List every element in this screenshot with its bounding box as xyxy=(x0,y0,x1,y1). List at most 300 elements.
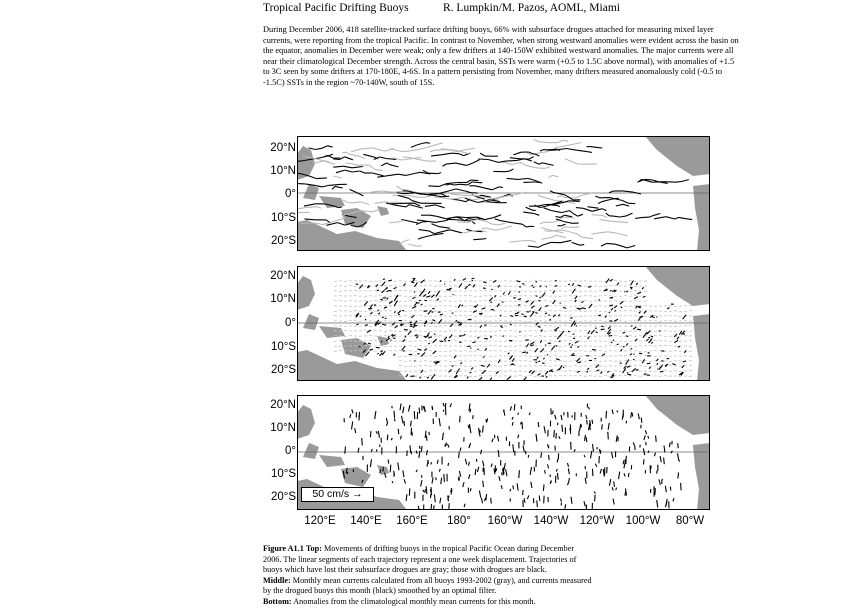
anomaly-vector xyxy=(403,470,404,477)
climatology-vector xyxy=(539,365,542,366)
current-vector xyxy=(517,312,519,313)
current-vector xyxy=(408,331,411,335)
trajectory-segment xyxy=(616,204,623,206)
trajectory-segment xyxy=(581,237,593,239)
trajectory-segment xyxy=(602,199,612,202)
current-vector xyxy=(541,330,543,332)
climatology-vector xyxy=(464,295,467,296)
anomaly-vector xyxy=(548,444,550,448)
climatology-vector xyxy=(339,295,342,296)
current-vector xyxy=(648,353,650,354)
climatology-vector xyxy=(359,311,362,312)
trajectory-segment xyxy=(472,201,479,203)
current-vector xyxy=(626,336,628,337)
climatology-vector xyxy=(644,286,647,287)
trajectory-segment xyxy=(322,185,328,187)
current-vector xyxy=(424,349,426,351)
trajectory-segment xyxy=(523,212,534,213)
current-vector xyxy=(538,326,541,327)
climatology-vector xyxy=(684,345,687,346)
climatology-vector xyxy=(354,295,357,296)
climatology-vector xyxy=(429,350,432,351)
climatology-vector xyxy=(544,375,547,376)
anomaly-vector xyxy=(481,498,482,503)
current-vector xyxy=(405,336,406,338)
climatology-vector xyxy=(394,351,397,352)
current-vector xyxy=(410,324,412,325)
climatology-vector xyxy=(609,341,612,342)
climatology-vector xyxy=(554,305,557,306)
anomaly-vector xyxy=(514,404,515,410)
anomaly-vector xyxy=(519,470,520,478)
current-vector xyxy=(477,349,478,350)
current-vector xyxy=(472,278,475,279)
current-vector xyxy=(479,377,482,380)
climatology-vector xyxy=(469,376,472,377)
anomaly-vector xyxy=(586,437,587,442)
current-vector xyxy=(611,308,613,310)
anomaly-vector xyxy=(557,473,558,480)
header-title: Tropical Pacific Drifting Buoys xyxy=(263,2,409,14)
current-vector xyxy=(381,341,382,342)
climatology-vector xyxy=(439,331,442,332)
current-vector xyxy=(483,357,485,358)
trajectory-segment xyxy=(601,243,607,246)
anomaly-vector xyxy=(612,410,613,415)
climatology-vector xyxy=(549,375,552,376)
climatology-vector xyxy=(394,336,397,337)
trajectory-segment xyxy=(375,202,385,203)
current-vector xyxy=(577,371,580,372)
anomaly-vector xyxy=(594,491,595,493)
y-label: 10°S xyxy=(270,468,296,480)
trajectory-segment xyxy=(500,221,512,223)
anomaly-vector xyxy=(669,442,670,447)
current-vector xyxy=(537,357,538,359)
current-vector xyxy=(639,312,641,314)
current-vector xyxy=(536,296,538,297)
current-vector xyxy=(682,366,684,368)
climatology-vector xyxy=(494,345,497,346)
climatology-vector xyxy=(379,315,382,316)
climatology-vector xyxy=(679,371,682,372)
trajectory-segment xyxy=(446,230,450,231)
trajectory-segment xyxy=(436,143,443,145)
anomaly-vector xyxy=(657,470,658,474)
climatology-vector xyxy=(689,346,692,347)
climatology-vector xyxy=(619,336,622,337)
trajectory-segment xyxy=(419,230,429,231)
climatology-vector xyxy=(539,306,542,307)
trajectory-segment xyxy=(345,170,353,172)
trajectory-segment xyxy=(529,157,534,160)
climatology-vector xyxy=(349,290,352,291)
trajectory-segment xyxy=(538,205,546,207)
current-vector xyxy=(413,278,414,279)
trajectory-segment xyxy=(435,221,446,223)
anomaly-vector xyxy=(443,403,444,406)
climatology-vector xyxy=(369,326,372,327)
trajectory-segment xyxy=(542,151,549,152)
climatology-vector xyxy=(624,295,627,296)
climatology-vector xyxy=(609,325,612,326)
trajectory-segment xyxy=(550,191,554,193)
anomaly-vector xyxy=(670,487,671,491)
climatology-vector xyxy=(524,311,527,312)
current-vector xyxy=(463,278,466,280)
trajectory-segment xyxy=(565,159,572,162)
trajectory-segment xyxy=(654,217,666,219)
anomaly-vector xyxy=(498,436,499,442)
climatology-vector xyxy=(529,356,532,357)
climatology-vector xyxy=(364,296,367,297)
climatology-vector xyxy=(544,361,547,362)
x-label: 120°E xyxy=(304,515,336,527)
climatology-vector xyxy=(454,311,457,312)
climatology-vector xyxy=(484,286,487,287)
anomaly-vector xyxy=(409,405,410,412)
climatology-vector xyxy=(574,286,577,287)
anomaly-vector xyxy=(626,421,627,424)
trajectory-segment xyxy=(548,175,552,178)
anomaly-vector xyxy=(469,474,470,479)
anomaly-vector xyxy=(450,403,452,407)
trajectory-segment xyxy=(353,202,361,203)
climatology-vector xyxy=(604,295,607,296)
trajectory-segment xyxy=(557,140,564,142)
climatology-vector xyxy=(619,371,622,372)
trajectory-segment xyxy=(406,205,410,207)
climatology-vector xyxy=(684,320,687,321)
climatology-vector xyxy=(429,355,432,356)
trajectory-segment xyxy=(492,187,499,190)
climatology-vector xyxy=(549,356,552,357)
trajectory-segment xyxy=(380,157,387,159)
climatology-vector xyxy=(669,365,672,366)
climatology-vector xyxy=(384,291,387,292)
climatology-vector xyxy=(534,356,537,357)
climatology-vector xyxy=(544,281,547,282)
trajectory-segment xyxy=(429,231,434,234)
current-vector xyxy=(535,313,537,314)
trajectory-segment xyxy=(561,224,566,226)
anomaly-vector xyxy=(559,436,560,439)
climatology-vector xyxy=(414,366,417,367)
climatology-vector xyxy=(649,320,652,321)
current-vector xyxy=(541,349,544,353)
climatology-vector xyxy=(419,345,422,346)
climatology-vector xyxy=(374,291,377,292)
current-vector xyxy=(617,344,619,345)
trajectory-segment xyxy=(528,246,539,247)
climatology-vector xyxy=(584,361,587,362)
anomaly-vector xyxy=(481,450,482,455)
trajectory-segment xyxy=(350,154,359,156)
climatology-vector xyxy=(459,281,462,282)
trajectory-segment xyxy=(492,224,498,225)
trajectory-segment xyxy=(333,166,343,167)
anomaly-vector xyxy=(410,445,411,452)
anomaly-vector xyxy=(352,409,353,413)
current-vector xyxy=(478,337,480,338)
climatology-vector xyxy=(434,370,437,371)
anomaly-vector xyxy=(641,418,642,423)
climatology-vector xyxy=(654,315,657,316)
climatology-vector xyxy=(649,361,652,362)
current-vector xyxy=(452,365,454,366)
trajectory-segment xyxy=(609,191,613,193)
anomaly-vector xyxy=(387,435,388,441)
climatology-vector xyxy=(494,286,497,287)
anomaly-vector xyxy=(518,413,519,415)
anomaly-vector xyxy=(428,460,429,464)
mean-current-map xyxy=(297,266,710,381)
climatology-vector xyxy=(469,351,472,352)
current-vector xyxy=(610,305,613,306)
climatology-vector xyxy=(664,336,667,337)
anomaly-vector xyxy=(556,469,557,471)
trajectory-segment xyxy=(327,146,332,147)
current-vector xyxy=(651,342,652,344)
climatology-vector xyxy=(634,290,637,291)
climatology-vector xyxy=(339,350,342,351)
climatology-vector xyxy=(504,316,507,317)
climatology-vector xyxy=(419,370,422,371)
climatology-vector xyxy=(564,375,567,376)
climatology-vector xyxy=(549,360,552,361)
climatology-vector xyxy=(414,330,417,331)
current-vector xyxy=(553,291,555,294)
trajectory-segment xyxy=(350,189,356,192)
climatology-vector xyxy=(549,310,552,311)
anomaly-vector xyxy=(602,424,603,429)
current-vector xyxy=(620,363,622,364)
current-vector xyxy=(503,336,504,337)
trajectory-segment xyxy=(467,180,471,182)
current-vector xyxy=(522,284,524,285)
climatology-vector xyxy=(549,366,552,367)
trajectory-segment xyxy=(313,161,324,164)
current-vector xyxy=(568,331,570,332)
climatology-vector xyxy=(564,361,567,362)
trajectory-segment xyxy=(465,231,470,232)
climatology-vector xyxy=(609,306,612,307)
climatology-vector xyxy=(689,311,692,312)
climatology-vector xyxy=(639,376,642,377)
trajectory-segment xyxy=(345,157,353,160)
climatology-vector xyxy=(339,285,342,286)
trajectory-segment xyxy=(418,238,422,240)
trajectory-segment xyxy=(421,220,425,221)
anomaly-vector xyxy=(390,465,391,473)
anomaly-vector xyxy=(486,419,487,422)
trajectory-segment xyxy=(443,164,447,166)
trajectory-segment xyxy=(486,228,495,230)
current-vector xyxy=(418,349,422,350)
trajectory-segment xyxy=(449,150,455,151)
current-vector xyxy=(480,325,482,327)
trajectory-segment xyxy=(406,174,414,176)
climatology-vector xyxy=(549,345,552,346)
climatology-vector xyxy=(494,341,497,342)
climatology-vector xyxy=(414,301,417,302)
climatology-vector xyxy=(599,321,602,322)
current-vector xyxy=(683,331,685,334)
current-vector xyxy=(577,308,580,309)
trajectory-segment xyxy=(382,191,394,192)
trajectory-segment xyxy=(554,146,566,148)
climatology-vector xyxy=(464,331,467,332)
climatology-vector xyxy=(364,346,367,347)
y-label: 20°S xyxy=(270,235,296,247)
trajectory-segment xyxy=(488,160,498,163)
current-vector xyxy=(427,377,429,378)
climatology-vector xyxy=(524,376,527,377)
trajectory-segment xyxy=(430,150,434,152)
climatology-vector xyxy=(519,351,522,352)
climatology-vector xyxy=(559,296,562,297)
climatology-vector xyxy=(444,360,447,361)
climatology-vector xyxy=(474,296,477,297)
climatology-vector xyxy=(474,360,477,361)
current-vector xyxy=(447,289,451,290)
climatology-vector xyxy=(599,356,602,357)
trajectory-segment xyxy=(541,237,551,239)
current-vector xyxy=(647,339,649,341)
anomaly-vector xyxy=(648,436,649,439)
trajectory-segment xyxy=(540,150,543,152)
current-vector xyxy=(642,287,644,289)
current-vector xyxy=(389,290,392,291)
climatology-vector xyxy=(639,326,642,327)
anomaly-vector xyxy=(548,464,549,468)
climatology-vector xyxy=(484,326,487,327)
climatology-vector xyxy=(584,311,587,312)
trajectory-segment xyxy=(466,229,471,231)
current-vector xyxy=(556,359,560,360)
trajectory-segment xyxy=(419,207,423,208)
trajectory-segment xyxy=(340,157,345,160)
climatology-vector xyxy=(429,300,432,301)
trajectory-segment xyxy=(567,231,577,234)
trajectory-segment xyxy=(389,222,399,223)
trajectory-segment xyxy=(468,182,472,185)
climatology-vector xyxy=(534,315,537,316)
climatology-vector xyxy=(474,355,477,356)
anomaly-vector xyxy=(423,490,425,492)
trajectory-segment xyxy=(353,171,360,172)
climatology-vector xyxy=(474,281,477,282)
climatology-vector xyxy=(529,375,532,376)
trajectory-segment xyxy=(549,199,555,201)
current-vector xyxy=(623,332,626,333)
climatology-vector xyxy=(454,361,457,362)
trajectory-segment xyxy=(598,202,602,204)
climatology-vector xyxy=(494,371,497,372)
anomaly-vector xyxy=(437,460,438,464)
anomaly-vector xyxy=(417,412,418,419)
climatology-vector xyxy=(589,376,592,377)
current-vector xyxy=(382,317,384,318)
climatology-vector xyxy=(349,320,352,321)
trajectory-segment xyxy=(441,153,451,155)
anomaly-vector xyxy=(678,443,679,448)
climatology-vector xyxy=(449,361,452,362)
trajectory-segment xyxy=(623,204,629,206)
climatology-vector xyxy=(359,321,362,322)
climatology-vector xyxy=(559,311,562,312)
trajectory-segment xyxy=(526,207,533,210)
climatology-vector xyxy=(684,325,687,326)
anomaly-vector xyxy=(592,420,593,424)
anomaly-vector xyxy=(421,446,422,452)
climatology-vector xyxy=(659,345,662,346)
trajectory-segment xyxy=(592,209,602,212)
climatology-vector xyxy=(374,300,377,301)
x-label: 160°E xyxy=(396,515,428,527)
trajectory-segment xyxy=(544,208,551,211)
climatology-vector xyxy=(404,290,407,291)
climatology-vector xyxy=(469,355,472,356)
figure-label: Figure A1.1 xyxy=(263,544,304,553)
anomaly-vector xyxy=(388,460,389,464)
current-vector xyxy=(555,286,558,287)
climatology-vector xyxy=(374,340,377,341)
climatology-vector xyxy=(559,331,562,332)
climatology-vector xyxy=(534,361,537,362)
trajectory-segment xyxy=(434,197,440,198)
climatology-vector xyxy=(534,286,537,287)
climatology-vector xyxy=(689,305,692,306)
climatology-vector xyxy=(509,286,512,287)
trajectory-segment xyxy=(297,208,305,210)
anomaly-vector xyxy=(584,455,585,457)
climatology-vector xyxy=(369,335,372,336)
trajectory-segment xyxy=(560,230,567,231)
anomaly-vector xyxy=(681,483,682,490)
climatology-vector xyxy=(539,291,542,292)
anomaly-vector xyxy=(480,430,481,433)
climatology-vector xyxy=(629,310,632,311)
anomaly-vector xyxy=(465,459,466,465)
trajectory-segment xyxy=(361,148,372,149)
trajectory-segment xyxy=(626,213,632,216)
climatology-vector xyxy=(594,296,597,297)
current-vector xyxy=(398,311,401,314)
climatology-vector xyxy=(559,360,562,361)
climatology-vector xyxy=(529,336,532,337)
climatology-vector xyxy=(549,330,552,331)
current-vector xyxy=(560,331,564,336)
climatology-vector xyxy=(484,346,487,347)
current-vector xyxy=(615,310,616,311)
climatology-vector xyxy=(474,371,477,372)
anomaly-vector xyxy=(491,464,492,468)
current-vector xyxy=(410,326,413,327)
climatology-vector xyxy=(514,346,517,347)
trajectory-segment xyxy=(535,182,541,183)
climatology-vector xyxy=(349,285,352,286)
trajectory-segment xyxy=(322,146,327,149)
anomaly-vector xyxy=(541,453,542,458)
trajectory-segment xyxy=(676,182,681,183)
trajectory-segment xyxy=(460,220,472,221)
y-label: 10°N xyxy=(270,293,296,305)
climatology-vector xyxy=(689,340,692,341)
current-vector xyxy=(672,364,675,365)
climatology-vector xyxy=(609,376,612,377)
trajectory-segment xyxy=(635,218,641,219)
